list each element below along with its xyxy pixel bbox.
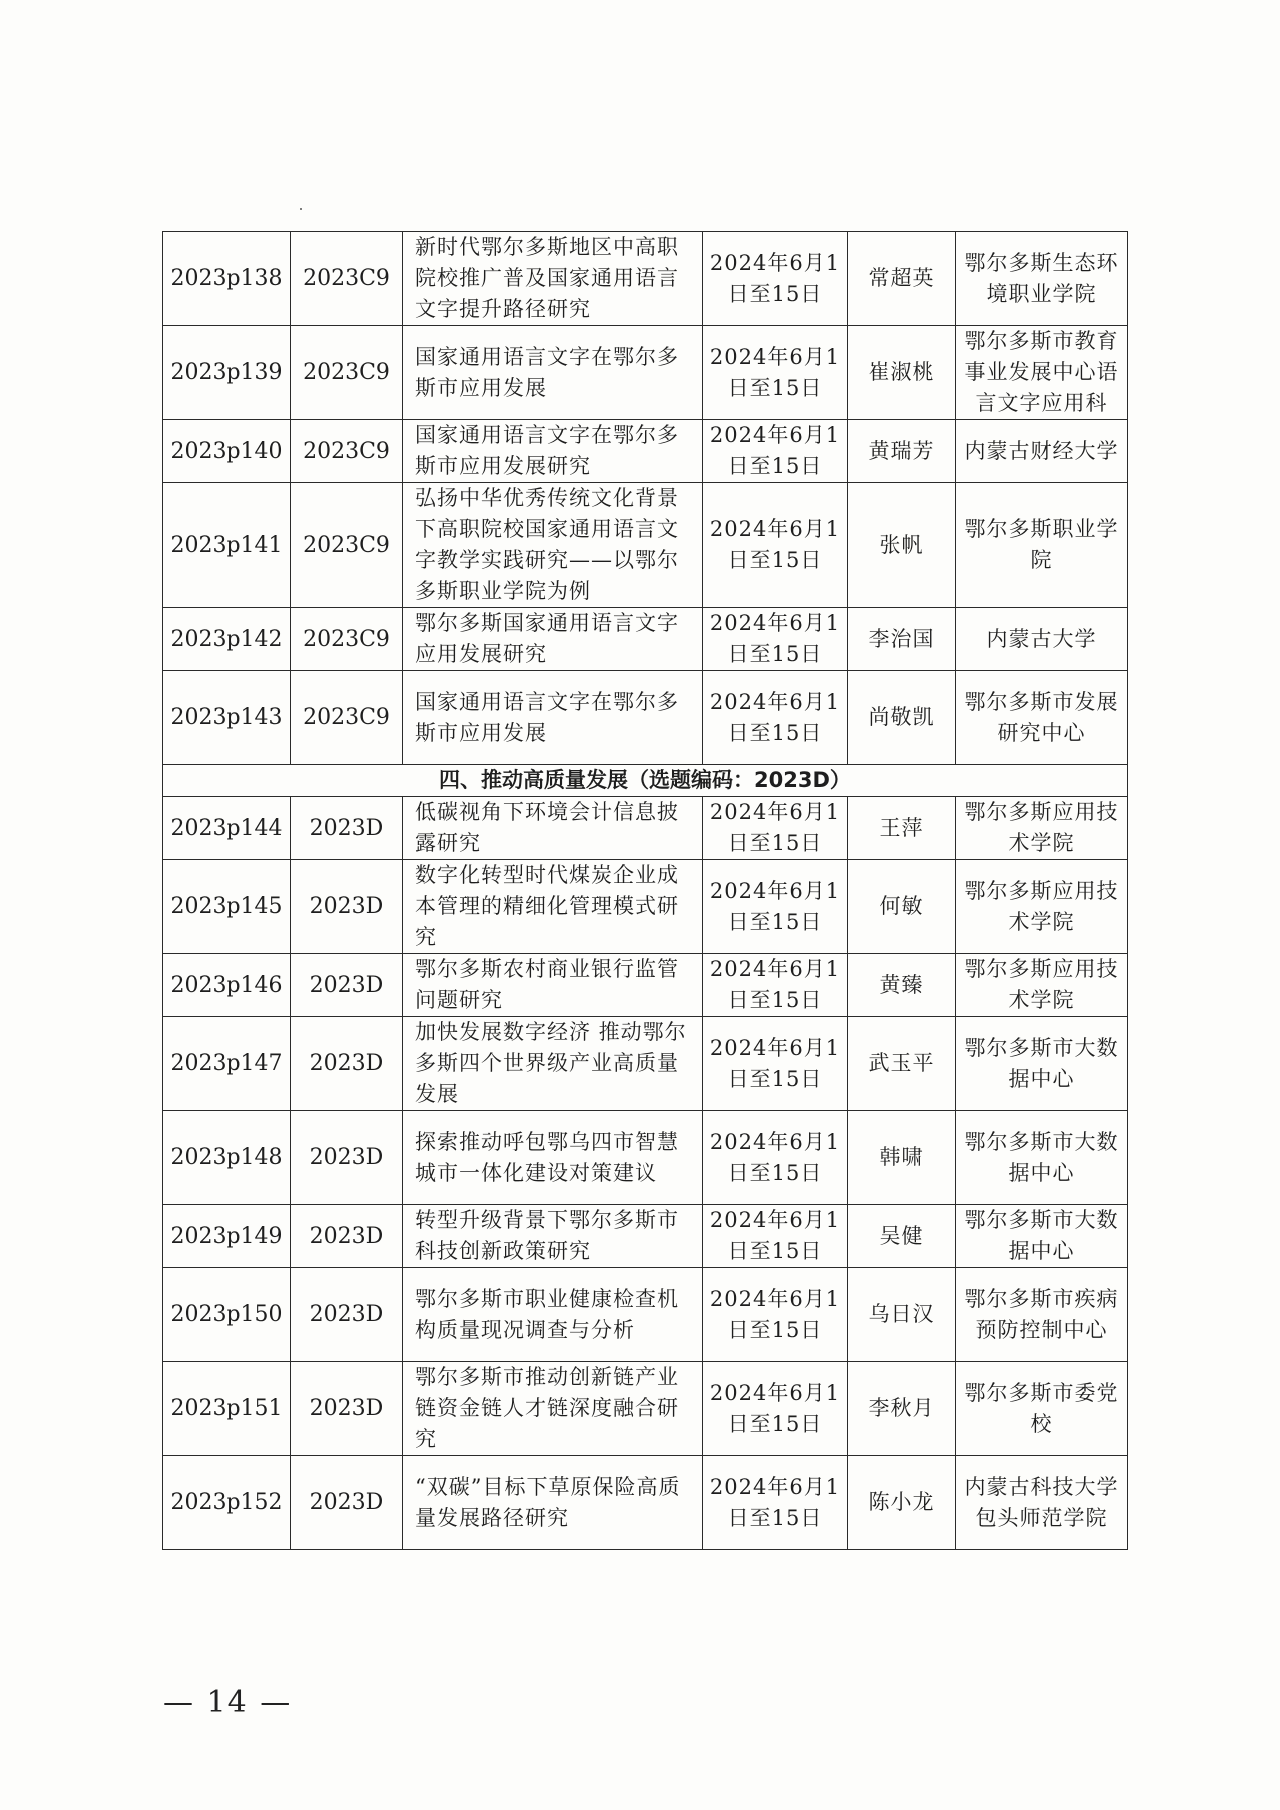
date-range-cell: 2024年6月1日至15日 (703, 232, 848, 326)
principal-cell: 陈小龙 (848, 1456, 956, 1550)
project-title-cell: 鄂尔多斯农村商业银行监管问题研究 (403, 954, 703, 1017)
date-range-cell: 2024年6月1日至15日 (703, 1362, 848, 1456)
project-title-cell: 加快发展数字经济 推动鄂尔多斯四个世界级产业高质量发展 (403, 1017, 703, 1111)
principal-cell: 乌日汉 (848, 1268, 956, 1362)
topic-code-cell: 2023D (291, 954, 403, 1017)
affiliation-cell: 内蒙古财经大学 (956, 420, 1128, 483)
project-title-cell: 弘扬中华优秀传统文化背景下高职院校国家通用语言文字教学实践研究——以鄂尔多斯职业学院为例 (403, 483, 703, 608)
project-number-cell: 2023p148 (163, 1111, 291, 1205)
scan-speck (300, 208, 302, 210)
date-range-cell: 2024年6月1日至15日 (703, 420, 848, 483)
affiliation-cell: 鄂尔多斯应用技术学院 (956, 797, 1128, 860)
affiliation-cell: 鄂尔多斯应用技术学院 (956, 860, 1128, 954)
affiliation-cell: 鄂尔多斯职业学院 (956, 483, 1128, 608)
topic-code-cell: 2023C9 (291, 608, 403, 671)
project-number-cell: 2023p143 (163, 671, 291, 765)
project-number-cell: 2023p141 (163, 483, 291, 608)
project-title-cell: 低碳视角下环境会计信息披露研究 (403, 797, 703, 860)
table-row (163, 1268, 1128, 1362)
table-row (163, 1205, 1128, 1268)
affiliation-cell: 内蒙古科技大学包头师范学院 (956, 1456, 1128, 1550)
topic-code-cell: 2023C9 (291, 326, 403, 420)
project-number-cell: 2023p139 (163, 326, 291, 420)
project-number-cell: 2023p138 (163, 232, 291, 326)
principal-cell: 王萍 (848, 797, 956, 860)
topic-code-cell: 2023D (291, 860, 403, 954)
table-row (163, 420, 1128, 483)
section-heading-row (163, 765, 1128, 797)
principal-cell: 李治国 (848, 608, 956, 671)
affiliation-cell: 内蒙古大学 (956, 608, 1128, 671)
project-number-cell: 2023p151 (163, 1362, 291, 1456)
topic-code-cell: 2023C9 (291, 232, 403, 326)
principal-cell: 李秋月 (848, 1362, 956, 1456)
topic-code-cell: 2023D (291, 1456, 403, 1550)
date-range-cell: 2024年6月1日至15日 (703, 671, 848, 765)
principal-cell: 尚敬凯 (848, 671, 956, 765)
project-title-cell: 国家通用语言文字在鄂尔多斯市应用发展 (403, 326, 703, 420)
project-title-cell: “双碳”目标下草原保险高质量发展路径研究 (403, 1456, 703, 1550)
table-row (163, 232, 1128, 326)
principal-cell: 韩啸 (848, 1111, 956, 1205)
project-title-cell: 国家通用语言文字在鄂尔多斯市应用发展研究 (403, 420, 703, 483)
project-title-cell: 鄂尔多斯市推动创新链产业链资金链人才链深度融合研究 (403, 1362, 703, 1456)
table-row (163, 483, 1128, 608)
topic-code-cell: 2023D (291, 1017, 403, 1111)
project-table (162, 231, 1128, 1550)
project-number-cell: 2023p144 (163, 797, 291, 860)
project-title-cell: 数字化转型时代煤炭企业成本管理的精细化管理模式研究 (403, 860, 703, 954)
affiliation-cell: 鄂尔多斯市大数据中心 (956, 1205, 1128, 1268)
project-title-cell: 转型升级背景下鄂尔多斯市科技创新政策研究 (403, 1205, 703, 1268)
project-number-cell: 2023p142 (163, 608, 291, 671)
topic-code-cell: 2023D (291, 797, 403, 860)
project-number-cell: 2023p146 (163, 954, 291, 1017)
date-range-cell: 2024年6月1日至15日 (703, 1456, 848, 1550)
topic-code-cell: 2023D (291, 1111, 403, 1205)
table-row (163, 671, 1128, 765)
affiliation-cell: 鄂尔多斯市发展研究中心 (956, 671, 1128, 765)
section-heading: 四、推动高质量发展（选题编码：2023D） (163, 765, 1128, 797)
date-range-cell: 2024年6月1日至15日 (703, 1111, 848, 1205)
project-title-cell: 新时代鄂尔多斯地区中高职院校推广普及国家通用语言文字提升路径研究 (403, 232, 703, 326)
date-range-cell: 2024年6月1日至15日 (703, 326, 848, 420)
table-row (163, 1111, 1128, 1205)
date-range-cell: 2024年6月1日至15日 (703, 954, 848, 1017)
principal-cell: 黄臻 (848, 954, 956, 1017)
affiliation-cell: 鄂尔多斯市大数据中心 (956, 1017, 1128, 1111)
affiliation-cell: 鄂尔多斯应用技术学院 (956, 954, 1128, 1017)
affiliation-cell: 鄂尔多斯市委党校 (956, 1362, 1128, 1456)
principal-cell: 张帆 (848, 483, 956, 608)
project-number-cell: 2023p147 (163, 1017, 291, 1111)
project-number-cell: 2023p152 (163, 1456, 291, 1550)
affiliation-cell: 鄂尔多斯市教育事业发展中心语言文字应用科 (956, 326, 1128, 420)
principal-cell: 常超英 (848, 232, 956, 326)
principal-cell: 武玉平 (848, 1017, 956, 1111)
table-row (163, 1362, 1128, 1456)
table-row (163, 954, 1128, 1017)
table-row (163, 860, 1128, 954)
date-range-cell: 2024年6月1日至15日 (703, 1017, 848, 1111)
date-range-cell: 2024年6月1日至15日 (703, 797, 848, 860)
table-row (163, 1456, 1128, 1550)
topic-code-cell: 2023D (291, 1362, 403, 1456)
date-range-cell: 2024年6月1日至15日 (703, 1205, 848, 1268)
topic-code-cell: 2023D (291, 1205, 403, 1268)
project-number-cell: 2023p149 (163, 1205, 291, 1268)
topic-code-cell: 2023C9 (291, 420, 403, 483)
topic-code-cell: 2023C9 (291, 483, 403, 608)
principal-cell: 吴健 (848, 1205, 956, 1268)
date-range-cell: 2024年6月1日至15日 (703, 860, 848, 954)
project-number-cell: 2023p150 (163, 1268, 291, 1362)
topic-code-cell: 2023C9 (291, 671, 403, 765)
project-title-cell: 鄂尔多斯市职业健康检查机构质量现况调查与分析 (403, 1268, 703, 1362)
table-row (163, 1017, 1128, 1111)
project-title-cell: 国家通用语言文字在鄂尔多斯市应用发展 (403, 671, 703, 765)
principal-cell: 崔淑桃 (848, 326, 956, 420)
date-range-cell: 2024年6月1日至15日 (703, 483, 848, 608)
table-row (163, 797, 1128, 860)
project-number-cell: 2023p140 (163, 420, 291, 483)
table-row (163, 326, 1128, 420)
table-row (163, 608, 1128, 671)
topic-code-cell: 2023D (291, 1268, 403, 1362)
project-title-cell: 鄂尔多斯国家通用语言文字应用发展研究 (403, 608, 703, 671)
date-range-cell: 2024年6月1日至15日 (703, 608, 848, 671)
project-title-cell: 探索推动呼包鄂乌四市智慧城市一体化建设对策建议 (403, 1111, 703, 1205)
principal-cell: 黄瑞芳 (848, 420, 956, 483)
table-body (163, 232, 1128, 1550)
affiliation-cell: 鄂尔多斯市疾病预防控制中心 (956, 1268, 1128, 1362)
principal-cell: 何敏 (848, 860, 956, 954)
affiliation-cell: 鄂尔多斯市大数据中心 (956, 1111, 1128, 1205)
affiliation-cell: 鄂尔多斯生态环境职业学院 (956, 232, 1128, 326)
project-number-cell: 2023p145 (163, 860, 291, 954)
page-number: — 14 — (163, 1685, 293, 1720)
date-range-cell: 2024年6月1日至15日 (703, 1268, 848, 1362)
